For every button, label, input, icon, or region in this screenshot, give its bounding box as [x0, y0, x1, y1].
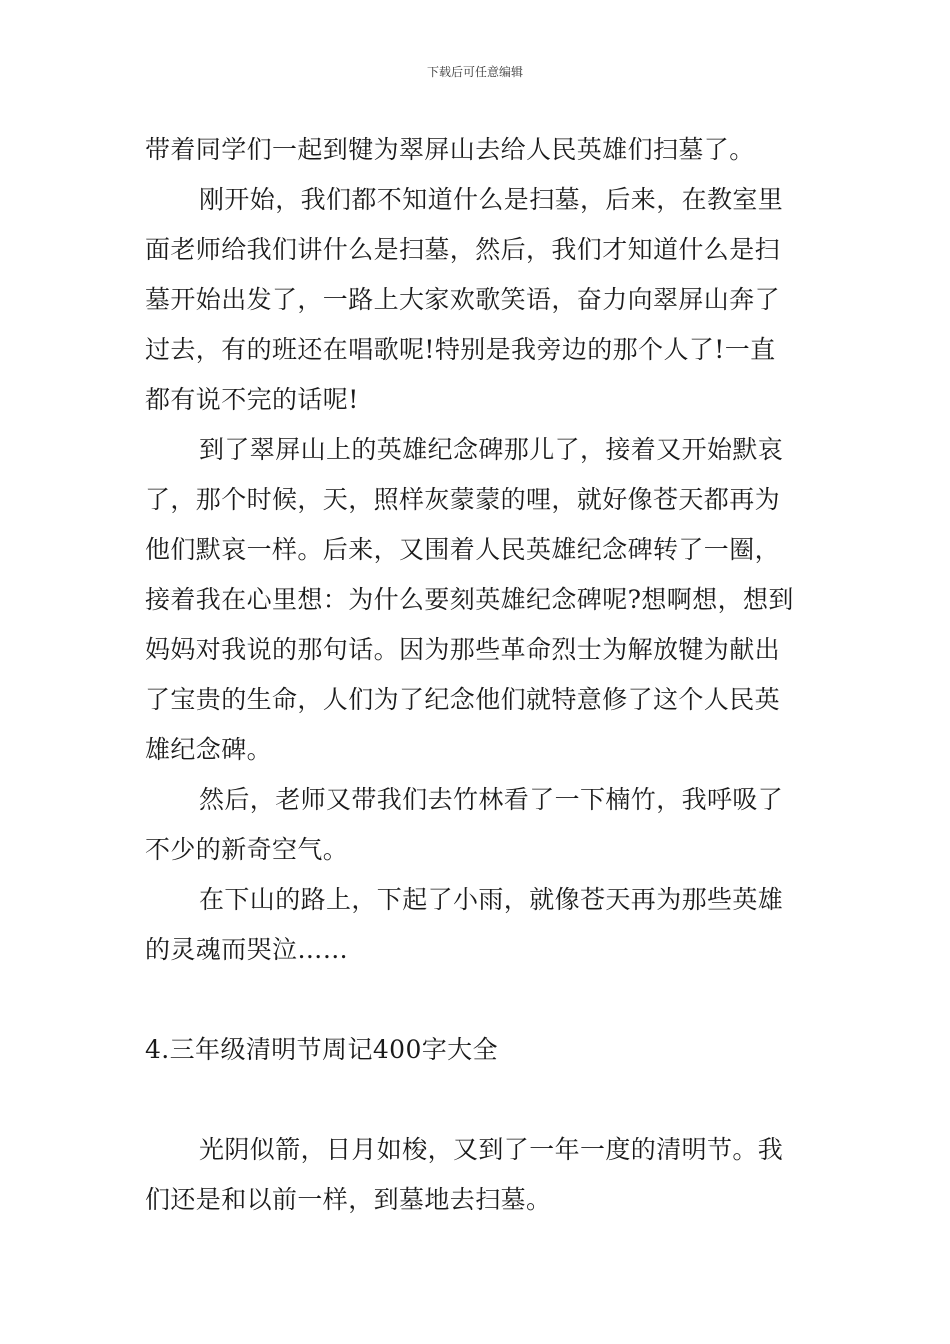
- paragraph-line: 都有说不完的话呢!: [145, 385, 359, 414]
- page-header: 下载后可任意编辑: [426, 65, 523, 79]
- paragraph-6: [145, 1125, 809, 1225]
- paragraph-1: [145, 125, 809, 175]
- paragraph-line: 了，那个时候，天，照样灰蒙蒙的哩，就好像苍天都再为: [145, 485, 781, 514]
- paragraph-4: [145, 775, 809, 875]
- paragraph-3: [145, 425, 809, 775]
- paragraph-line: 到了翠屏山上的英雄纪念碑那儿了，接着又开始默哀: [199, 435, 784, 464]
- paragraph-line: 不少的新奇空气。: [145, 835, 349, 864]
- paragraph-line: 光阴似箭，日月如梭，又到了一年一度的清明节。我: [199, 1135, 784, 1164]
- paragraph-line: 的灵魂而哭泣……: [145, 935, 349, 964]
- paragraph-line: 在下山的路上，下起了小雨，就像苍天再为那些英雄: [199, 885, 784, 914]
- paragraph-line: 妈妈对我说的那句话。因为那些革命烈士为解放犍为献出: [145, 635, 781, 664]
- paragraph-line: 墓开始出发了，一路上大家欢歌笑语，奋力向翠屏山奔了: [145, 285, 781, 314]
- paragraph-line: 带着同学们一起到犍为翠屏山去给人民英雄们扫墓了。: [145, 135, 755, 164]
- paragraph-line: 刚开始，我们都不知道什么是扫墓，后来，在教室里: [199, 185, 784, 214]
- paragraph-5: [145, 875, 809, 975]
- paragraph-line: 们还是和以前一样，到墓地去扫墓。: [145, 1185, 552, 1214]
- paragraph-line: 过去，有的班还在唱歌呢!特别是我旁边的那个人了!一直: [145, 335, 776, 364]
- paragraph-line: 然后，老师又带我们去竹林看了一下楠竹，我呼吸了: [199, 785, 784, 814]
- paragraph-line: 雄纪念碑。: [145, 735, 273, 764]
- paragraph-line: 面老师给我们讲什么是扫墓，然后，我们才知道什么是扫: [145, 235, 781, 264]
- paragraph-line: 接着我在心里想：为什么要刻英雄纪念碑呢?想啊想，想到: [145, 585, 794, 614]
- paragraph-line: 了宝贵的生命，人们为了纪念他们就特意修了这个人民英: [145, 685, 781, 714]
- paragraph-2: [145, 175, 809, 425]
- section-title: 4.三年级清明节周记400字大全: [145, 1035, 498, 1064]
- paragraph-line: 他们默哀一样。后来，又围着人民英雄纪念碑转了一圈，: [145, 535, 781, 564]
- document-body: [145, 125, 809, 1225]
